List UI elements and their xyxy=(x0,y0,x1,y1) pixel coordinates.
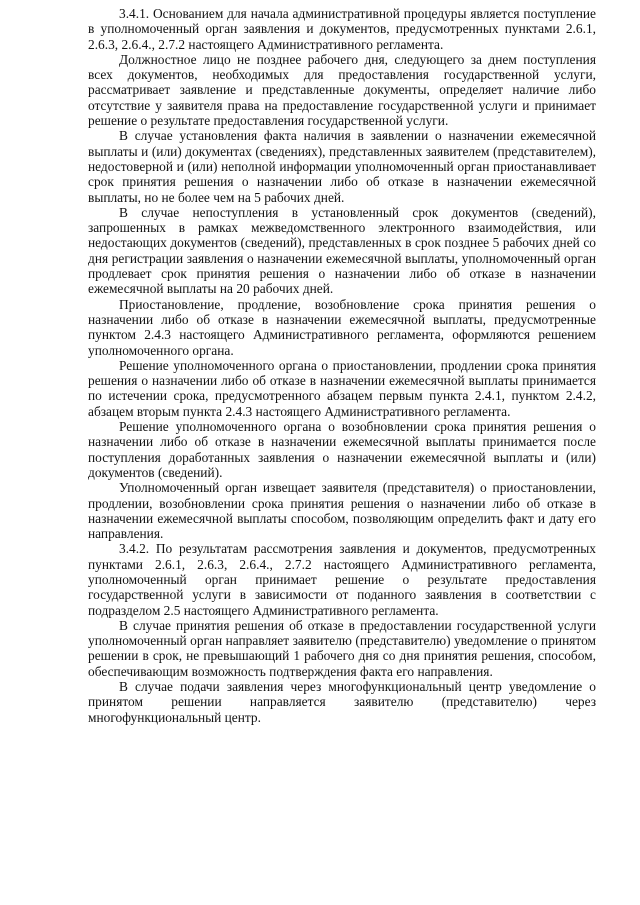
paragraph-mfc-notice: В случае подачи заявления через многофункциональный центр уведомление о принятом решении направляется заявителю (представителю) через многофункциональный центр. xyxy=(88,679,596,725)
document-page xyxy=(88,6,596,725)
paragraph-3-4-1: 3.4.1. Основанием для начала административной процедуры является поступление в уполномоченный орган заявления и документов, предусмотренных пунктами 2.6.1, 2.6.3, 2.6.4., 2.7.2 настоящего Административного регламента. xyxy=(88,6,596,52)
paragraph-resumption-decision: Решение уполномоченного органа о возобновлении срока принятия решения о назначении либо об отказе в назначении ежемесячной выплаты принимается после поступления доработанных заявления о назначении ежемесячной выплаты и (или) документов (сведений). xyxy=(88,419,596,480)
paragraph-suspension: В случае установления факта наличия в заявлении о назначении ежемесячной выплаты и (или) документах (сведениях), представленных заявителем (представителем), недостоверной и (или) неполной информации уполномоченный орган приостанавливает срок принятия решения о назначении либо об отказе в назначении ежемесячной выплаты, но не более чем на 5 рабочих дней. xyxy=(88,128,596,205)
paragraph-decision-form: Приостановление, продление, возобновление срока принятия решения о назначении либо об отказе в назначении ежемесячной выплаты, предусмотренные пунктом 2.4.3 настоящего Административного регламента, оформляются решением уполномоченного органа. xyxy=(88,296,596,358)
paragraph-suspension-decision: Решение уполномоченного органа о приостановлении, продлении срока принятия решения о назначении либо об отказе в назначении ежемесячной выплаты принимается по истечении срока, предусмотренного абзацем первым пункта 2.4.1, пунктом 2.4.2, абзацем вторым пункта 2.4.3 настоящего Административного регламента. xyxy=(88,357,596,419)
paragraph-refusal-notice: В случае принятия решения об отказе в предоставлении государственной услуги уполномоченный орган направляет заявителю (представителю) уведомление о принятом решении в срок, не превышающий 1 рабочего дня со дня принятия решения, способом, обеспечивающим возможность подтверждения факта его направления. xyxy=(88,617,596,679)
paragraph-3-4-2: 3.4.2. По результатам рассмотрения заявления и документов, предусмотренных пунктами 2.6.1, 2.6.3, 2.6.4., 2.7.2 настоящего Административного регламента, уполномоченный орган принимает решение о результате предоставления государственной услуги в зависимости от поданного заявления в соответствии с подразделом 2.5 настоящего Административного регламента. xyxy=(88,541,596,618)
paragraph-review-deadline: Должностное лицо не позднее рабочего дня, следующего за днем поступления всех документов, необходимых для предоставления государственной услуги, рассматривает заявление и представленные документы, определяет наличие либо отсутствие у заявителя права на предоставление государственной услуги и принимает решение о результате предоставления государственной услуги. xyxy=(88,51,596,129)
paragraph-extension: В случае непоступления в установленный срок документов (сведений), запрошенных в рамках межведомственного электронного взаимодействия, или недостающих документов (сведений), представленных в срок позднее 5 рабочих дней со дня регистрации заявления о назначении ежемесячной выплаты, уполномоченный орган продлевает срок принятия решения о назначении либо об отказе в назначении ежемесячной выплаты на 20 рабочих дней. xyxy=(88,204,596,297)
paragraph-notification: Уполномоченный орган извещает заявителя (представителя) о приостановлении, продлении, возобновлении срока принятия решения о назначении либо об отказе в назначении ежемесячной выплаты способом, позволяющим определить факт и дату его направления. xyxy=(88,480,596,542)
